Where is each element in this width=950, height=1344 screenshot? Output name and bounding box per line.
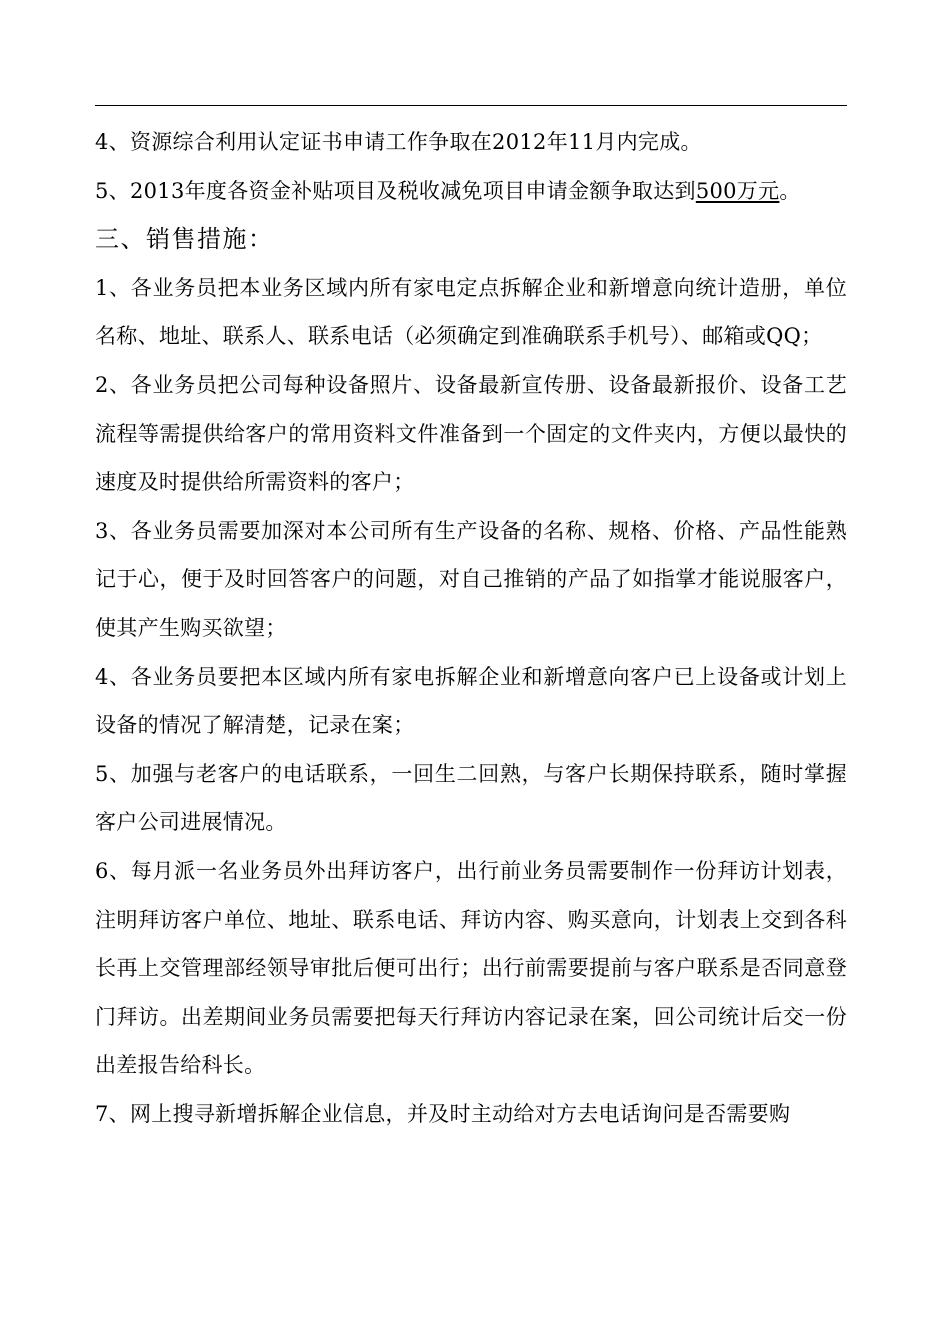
document-body xyxy=(95,118,847,1138)
goal-item-5-text: 5、2013年度各资金补贴项目及税收减免项目申请金额争取达到 xyxy=(95,178,696,203)
measure-item-6: 6、每月派一名业务员外出拜访客户，出行前业务员需要制作一份拜访计划表，注明拜访客户单位、地址、联系电话、拜访内容、购买意向，计划表上交到各科长再上交管理部经领导审批后便可出行；出行前需要提前与客户联系是否同意登门拜访。出差期间业务员需要把每天行拜访内容记录在案，回公司统计后交一份出差报告给科长。 xyxy=(95,858,847,1078)
goal-item-5-amount: 500万元 xyxy=(695,178,780,203)
goal-item-5-suffix: 。 xyxy=(779,178,801,203)
measure-item-1: 1、各业务员把本业务区域内所有家电定点拆解企业和新增意向统计造册，单位名称、地址、联系人、联系电话（必须确定到准确联系手机号）、邮箱或QQ； xyxy=(95,275,847,349)
goal-item-5 xyxy=(95,167,847,216)
header-rule xyxy=(95,105,847,106)
goal-item-4-text: 4、资源综合利用认定证书申请工作争取在2012年11月内完成。 xyxy=(95,130,702,154)
measure-item-7: 7、网上搜寻新增拆解企业信息，并及时主动给对方去电话询问是否需要购 xyxy=(95,1101,791,1126)
measure-item-5: 5、加强与老客户的电话联系，一回生二回熟，与客户长期保持联系，随时掌握客户公司进展情况。 xyxy=(95,761,847,835)
section-heading: 三、销售措施： xyxy=(95,225,274,254)
measure-item-4: 4、各业务员要把本区域内所有家电拆解企业和新增意向客户已上设备或计划上设备的情况了解清楚，记录在案； xyxy=(95,664,847,738)
goal-item-4 xyxy=(95,118,847,167)
measure-item-2: 2、各业务员把公司每种设备照片、设备最新宣传册、设备最新报价、设备工艺流程等需提供给客户的常用资料文件准备到一个固定的文件夹内，方便以最快的速度及时提供给所需资料的客户； xyxy=(95,372,847,495)
measure-item-3: 3、各业务员需要加深对本公司所有生产设备的名称、规格、价格、产品性能熟记于心，便于及时回答客户的问题，对自己推销的产品了如指掌才能说服客户，使其产生购买欲望； xyxy=(95,518,847,640)
